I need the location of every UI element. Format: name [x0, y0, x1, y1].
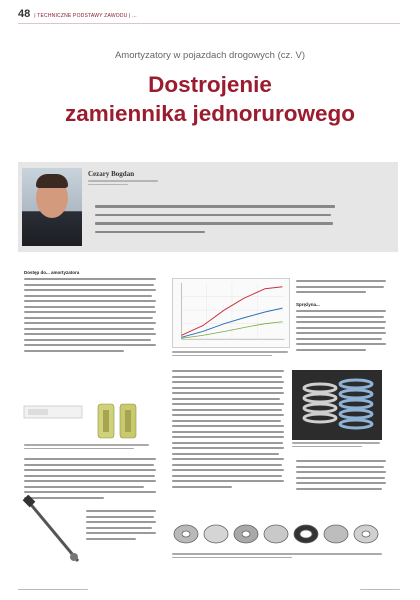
article-title-line-1: Dostrojenie [148, 72, 272, 97]
figure-shock-cylinders [22, 400, 154, 442]
left-column-text-1 [24, 270, 156, 355]
page-header [18, 8, 400, 22]
section-name: | TECHNICZNE PODSTAWY ZAWODU | ... [34, 13, 137, 19]
figure-valve-parts [172, 520, 384, 548]
author-name: Cezary Bogdan [88, 170, 135, 178]
left-column-text-3 [86, 510, 156, 543]
middle-column-text [172, 370, 284, 491]
figure-1-caption [24, 444, 154, 453]
page-footer [18, 589, 400, 591]
figure-4-caption [172, 553, 384, 562]
figure-2-caption [172, 351, 290, 360]
right-column-text-1 [296, 280, 386, 297]
right-column-heading: Sprężyna... [296, 302, 320, 307]
author-hair-shape [36, 174, 68, 188]
lead-paragraph [95, 205, 335, 241]
article-title [40, 70, 380, 128]
article-supertitle: Amortyzatory w pojazdach drogowych (cz. V) [114, 50, 306, 61]
right-column-text-3 [296, 460, 386, 493]
left-column-heading: Dostęp do... amortyzatora [24, 270, 80, 275]
right-column-text-2 [296, 302, 386, 354]
figure-3-caption [292, 442, 382, 451]
author-role-lines [88, 180, 168, 189]
header-divider [18, 23, 400, 24]
article-title-line-2: zamiennika jednorurowego [64, 101, 356, 126]
figure-piston-rod [22, 495, 84, 567]
figure-coil-springs [292, 370, 382, 440]
figure-characteristic-chart [172, 278, 290, 348]
page-number: 48 [18, 8, 31, 20]
author-photo [22, 168, 82, 246]
